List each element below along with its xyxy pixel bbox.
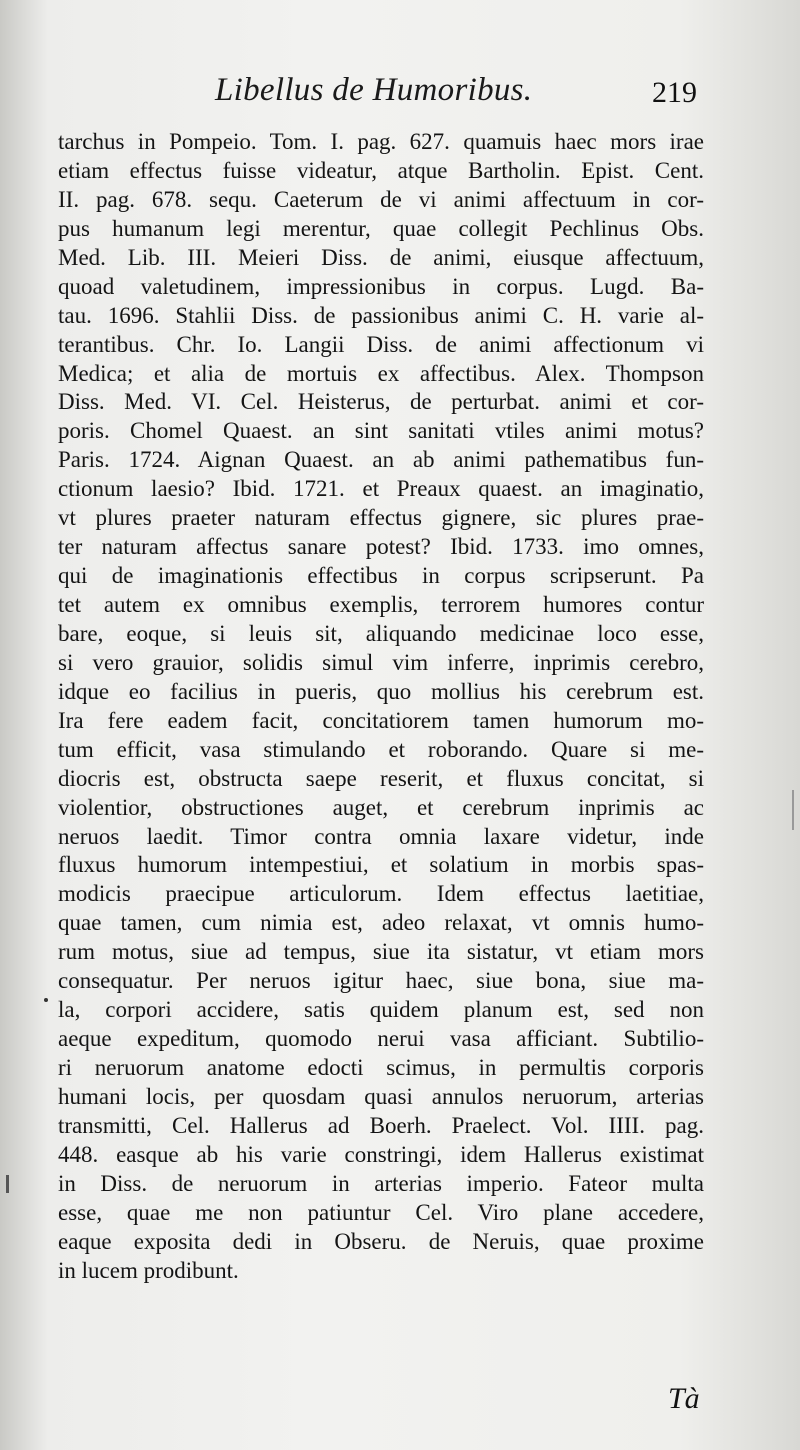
text-line: aeque expeditum, quomodo nerui vasa afficiant. Subtilio- <box>58 1026 704 1052</box>
text-line: transmitti, Cel. Hallerus ad Boerh. Praelect. Vol. IIII. pag. <box>58 1112 704 1138</box>
text-line: Ira fere eadem facit, concitatiorem tamen humorum mo- <box>58 707 704 733</box>
running-title: Libellus de Humoribus. <box>215 72 533 108</box>
text-line: ri neruorum anatome edocti scimus, in permultis corporis <box>58 1055 704 1080</box>
text-line: consequatur. Per neruos igitur haec, siue bona, siue ma- <box>58 968 704 994</box>
page-number: 219 <box>652 76 697 109</box>
page-header <box>0 70 800 120</box>
text-line: terantibus. Chr. Io. Langii Diss. de animi affectionum vi <box>58 331 704 357</box>
text-line: poris. Chomel Quaest. an sint sanitati vtiles animi motus? <box>58 418 704 444</box>
text-line: neruos laedit. Timor contra omnia laxare videtur, inde <box>58 823 704 849</box>
text-line: Medica; et alia de mortuis ex affectibus. Alex. Thompson <box>58 360 704 386</box>
text-line: Med. Lib. III. Meieri Diss. de animi, eiusque affectuum, <box>58 244 704 270</box>
text-line: la, corpori accidere, satis quidem planum est, sed non <box>58 997 704 1023</box>
text-line: eaque exposita dedi in Obseru. de Neruis, quae proxime <box>58 1228 704 1254</box>
text-line: fluxus humorum intempestiui, et solatium in morbis spas- <box>58 852 704 878</box>
text-line: qui de imaginationis effectibus in corpus scripserunt. Pa <box>58 563 704 589</box>
text-line: diocris est, obstructa saepe reserit, et fluxus concitat, si <box>58 765 704 791</box>
text-line: bare, eoque, si leuis sit, aliquando medicinae loco esse, <box>58 620 704 646</box>
text-line: Diss. Med. VI. Cel. Heisterus, de perturbat. animi et cor- <box>58 389 704 415</box>
text-line: pus humanum legi merentur, quae collegit Pechlinus Obs. <box>58 215 704 241</box>
text-line: esse, quae me non patiuntur Cel. Viro plane accedere, <box>58 1199 704 1225</box>
text-line: ctionum laesio? Ibid. 1721. et Preaux quaest. an imaginatio, <box>58 476 704 502</box>
text-line: ter naturam affectus sanare potest? Ibid. 1733. imo omnes, <box>58 534 704 560</box>
text-line: II. pag. 678. sequ. Caeterum de vi animi affectuum in cor- <box>58 186 704 212</box>
text-line: tau. 1696. Stahlii Diss. de passionibus animi C. H. varie al- <box>58 302 704 328</box>
text-line: rum motus, siue ad tempus, siue ita sistatur, vt etiam mors <box>58 939 704 965</box>
text-line: violentior, obstructiones auget, et cerebrum inprimis ac <box>58 794 704 820</box>
text-line: quae tamen, cum nimia est, adeo relaxat, vt omnis humo- <box>58 910 704 936</box>
text-line: modicis praecipue articulorum. Idem effectus laetitiae, <box>58 881 704 907</box>
text-line: tet autem ex omnibus exemplis, terrorem humores contur <box>58 592 704 617</box>
text-line: tum efficit, vasa stimulando et roborando. Quare si me- <box>58 736 704 762</box>
text-line: vt plures praeter naturam effectus gignere, sic plures prae- <box>58 505 704 531</box>
text-line: etiam effectus fuisse videatur, atque Bartholin. Epist. Cent. <box>58 157 704 183</box>
text-line: si vero grauior, solidis simul vim inferre, inprimis cerebro, <box>58 649 704 675</box>
text-line: tarchus in Pompeio. Tom. I. pag. 627. quamuis haec mors irae <box>58 129 704 154</box>
text-line: Paris. 1724. Aignan Quaest. an ab animi pathematibus fun- <box>58 447 704 473</box>
text-line: in lucem prodibunt. <box>58 1257 239 1283</box>
text-line: in Diss. de neruorum in arterias imperio. Fateor multa <box>58 1170 704 1196</box>
text-line: 448. easque ab his varie constringi, idem Hallerus existimat <box>58 1141 704 1167</box>
margin-shadow <box>792 790 794 830</box>
text-line: quoad valetudinem, impressionibus in corpus. Lugd. Ba- <box>58 273 704 299</box>
ink-speck <box>44 998 48 1002</box>
catchword: Tà <box>668 1382 700 1415</box>
body-text <box>58 128 704 1286</box>
text-line: idque eo facilius in pueris, quo mollius his cerebrum est. <box>58 678 704 704</box>
margin-mark <box>6 1175 9 1193</box>
text-line: humani locis, per quosdam quasi annulos neruorum, arterias <box>58 1083 704 1109</box>
